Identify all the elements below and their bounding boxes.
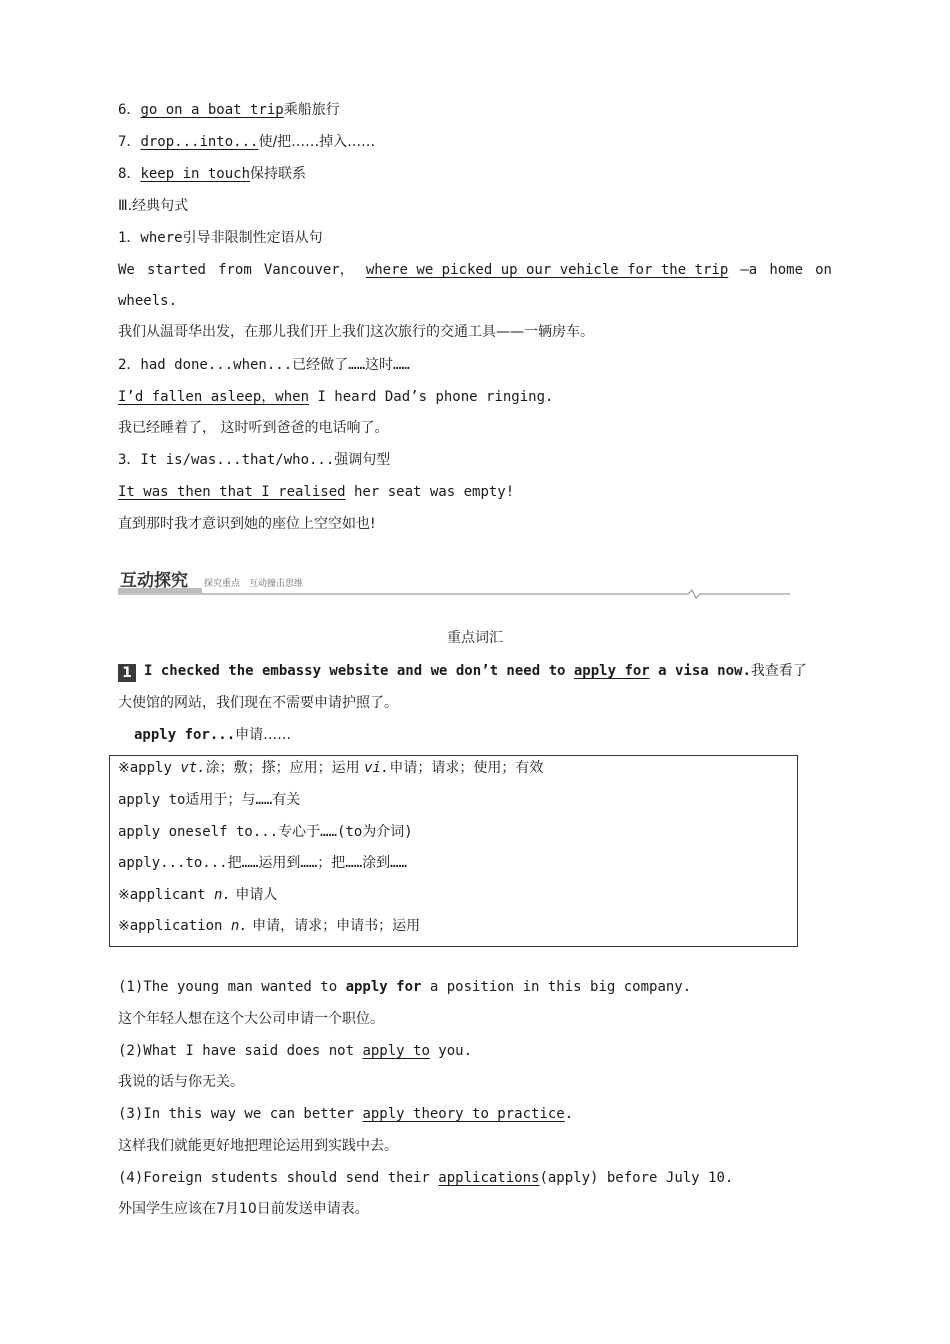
phrase-item-8 — [118, 164, 306, 184]
pattern-example-1-en-cont: wheels. — [118, 293, 178, 309]
example-2-en — [118, 1041, 472, 1061]
underlined-clause: I’d fallen asleep，when — [118, 389, 310, 405]
phrase-heading — [134, 725, 291, 745]
example-1-en — [118, 977, 691, 997]
pos: n. — [230, 918, 248, 934]
sentence-part: a visa now. — [649, 663, 751, 679]
example-2-cn: 我说的话与你无关。 — [118, 1074, 244, 1090]
sentence-part: a position in this big company. — [421, 979, 692, 995]
sentence-part: . — [564, 1106, 574, 1122]
underlined-clause: where we picked up our vehicle for the trip — [365, 262, 729, 278]
pattern-title-2: 2．had done...when...已经做了……这时…… — [118, 357, 410, 373]
sentence-part: (1)The young man wanted to — [118, 979, 346, 995]
item-number: 6． — [118, 102, 141, 118]
pattern-example-2-en — [118, 387, 553, 407]
phrase-english: keep in touch — [140, 166, 251, 182]
section-title: 重点词汇 — [447, 630, 503, 646]
box-line-5 — [118, 885, 277, 905]
example-3-en — [118, 1104, 573, 1124]
meaning: 申请；请求；使用；有效 — [389, 760, 544, 776]
banner-title: 互动探究 — [120, 571, 188, 591]
box-line-2: apply to适用于；与……有关 — [118, 792, 301, 808]
pos: vi. — [364, 760, 390, 776]
box-line-4: apply...to...把……运用到……；把……涂到…… — [118, 855, 408, 871]
example-3-cn: 这样我们就能更好地把理论运用到实践中去。 — [118, 1138, 398, 1154]
item-number: 7． — [118, 134, 141, 150]
phrase-english: apply for... — [134, 727, 236, 743]
underlined-clause: It was then that I realised — [118, 484, 346, 500]
pattern-example-2-cn: 我已经睡着了， 这时听到爸爸的电话响了。 — [118, 420, 389, 436]
meaning: 涂；敷；搽；应用；运用 — [205, 760, 365, 776]
banner-subtitle: 探究重点 互动撞击思维 — [204, 579, 304, 589]
example-4-en — [118, 1168, 733, 1188]
phrase-english: drop...into... — [140, 134, 259, 150]
word: started — [146, 262, 206, 278]
underlined-phrase: apply for — [573, 663, 650, 679]
pattern-example-3-cn: 直到那时我才意识到她的座位上空空如也! — [118, 516, 376, 532]
phrase-item-6 — [118, 100, 340, 120]
meaning: 申请，请求；申请书；运用 — [247, 918, 421, 934]
key-sentence-1 — [118, 661, 807, 682]
phrase-english: go on a boat trip — [140, 102, 284, 118]
phrase-item-7 — [118, 132, 375, 152]
pos: n. — [214, 887, 231, 903]
pattern-title-1: 1．where引导非限制性定语从句 — [118, 230, 323, 246]
headword: ※application — [118, 918, 231, 934]
word: We — [118, 262, 135, 278]
box-line-1 — [118, 758, 543, 778]
example-1-cn: 这个年轻人想在这个大公司申请一个职位。 — [118, 1011, 384, 1027]
sentence-part: (4)Foreign students should send their — [118, 1170, 439, 1186]
box-line-3: apply oneself to...专心于……(to为介词) — [118, 824, 413, 840]
box-line-6 — [118, 916, 420, 936]
sentence-part: you. — [429, 1043, 473, 1059]
answer-blank: apply to — [362, 1043, 430, 1059]
word: Vancouver， — [263, 262, 354, 278]
phrase-chinese: 保持联系 — [250, 166, 307, 182]
sentence-part: (apply) before July 10. — [539, 1170, 734, 1186]
vocabulary-box — [109, 755, 798, 947]
phrase-chinese: 使/把……掉入…… — [258, 134, 376, 150]
sentence-rest: I heard Dad’s phone ringing. — [309, 389, 554, 405]
word: —a — [740, 262, 758, 278]
sentence-part: I checked the embassy website and we don’t need to — [144, 663, 574, 679]
answer-blank: applications — [438, 1170, 540, 1186]
pattern-example-3-en — [118, 482, 514, 502]
phrase-chinese: 乘船旅行 — [283, 102, 340, 118]
sentence-translation: 我查看了 — [750, 663, 807, 679]
example-4-cn: 外国学生应该在7月10日前发送申请表。 — [118, 1201, 369, 1217]
pattern-example-1-cn: 我们从温哥华出发，在那儿我们开上我们这次旅行的交通工具——一辆房车。 — [118, 324, 594, 340]
meaning: 申请人 — [230, 887, 278, 903]
word: on — [815, 262, 832, 278]
pattern-title-3: 3．It is/was...that/who...强调句型 — [118, 452, 391, 468]
section-banner — [118, 566, 790, 600]
phrase-chinese: 申请…… — [235, 727, 292, 743]
pos: vt. — [180, 760, 206, 776]
bold-phrase: apply for — [345, 979, 422, 995]
pattern-example-1-en — [118, 260, 832, 280]
word: from — [218, 262, 252, 278]
number-badge: 1 — [118, 664, 136, 682]
headword: ※applicant — [118, 887, 215, 903]
sentence-part: (3)In this way we can better — [118, 1106, 363, 1122]
key-sentence-1-cn: 大使馆的网站，我们现在不需要申请护照了。 — [118, 695, 398, 711]
sentence-rest: her seat was empty! — [345, 484, 515, 500]
section-heading: Ⅲ.经典句式 — [118, 198, 189, 214]
headword: ※apply — [118, 760, 181, 776]
answer-blank: apply theory to practice — [362, 1106, 565, 1122]
sentence-part: (2)What I have said does not — [118, 1043, 363, 1059]
item-number: 8． — [118, 166, 141, 182]
word: home — [769, 262, 804, 278]
